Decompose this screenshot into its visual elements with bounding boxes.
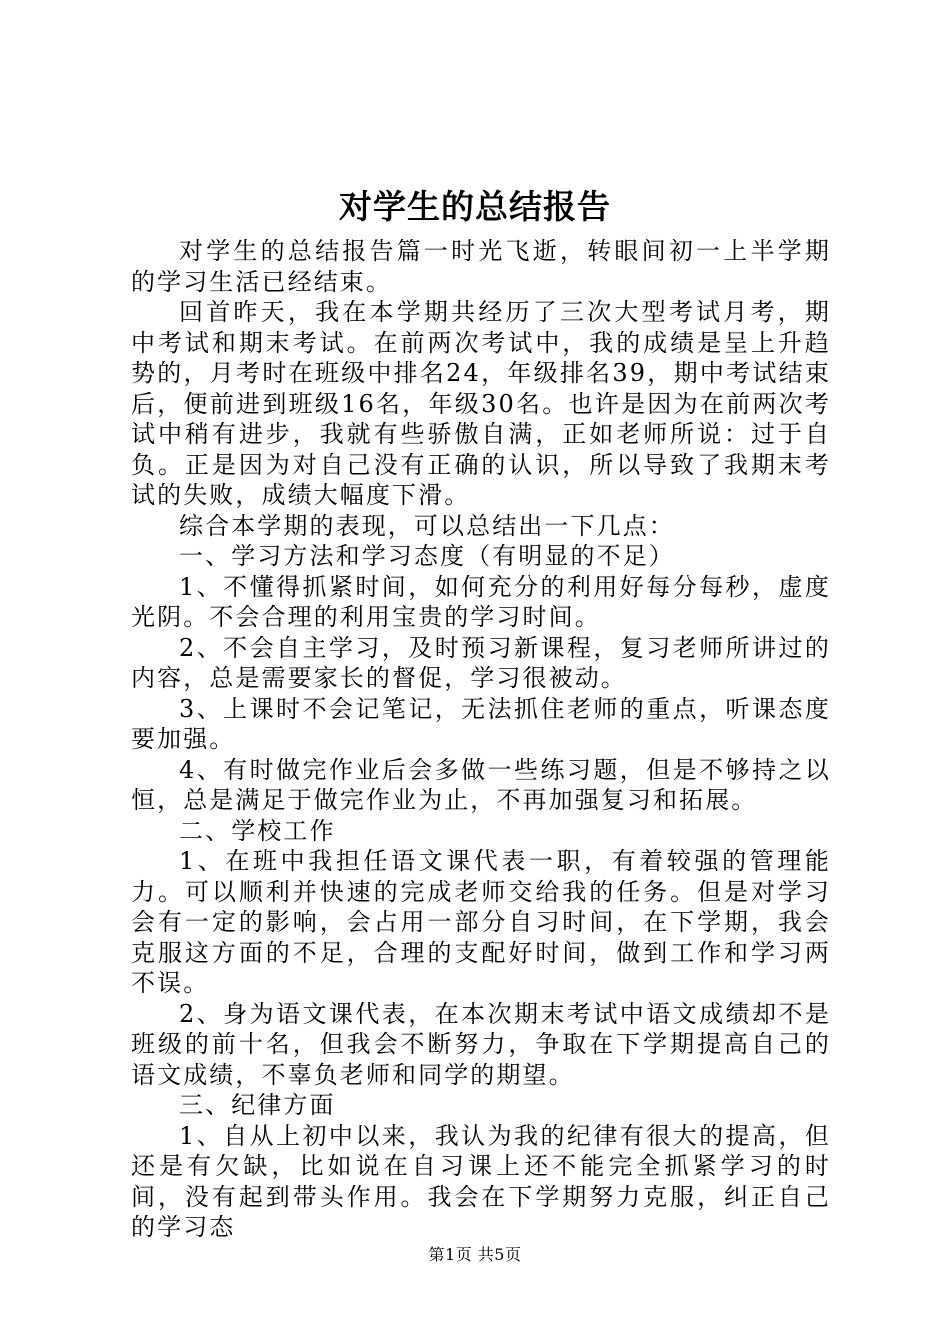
paragraph: 2、不会自主学习，及时预习新课程，复习老师所讲过的内容，总是需要家长的督促，学习很被动。	[131, 633, 831, 692]
paragraph: 回首昨天，我在本学期共经历了三次大型考试月考，期中考试和期末考试。在前两次考试中，我的成绩是呈上升趋势的，月考时在班级中排名24，年级排名39，期中考试结束后，便前进到班级16名，年级30名。也许是因为在前两次考试中稍有进步，我就有些骄傲自满，正如老师所说：过于自负。正是因为对自己没有正确的认识，所以导致了我期末考试的失败，成绩大幅度下滑。	[131, 298, 831, 509]
section-heading: 二、学校工作	[179, 816, 336, 845]
section-heading: 三、纪律方面	[179, 1091, 336, 1119]
paragraph: 1、自从上初中以来，我认为我的纪律有很大的提高，但还是有欠缺，比如说在自习课上还不能完全抓紧学习的时间，没有起到带头作用。我会在下学期努力克服，纠正自己的学习态	[131, 1121, 831, 1241]
paragraph: 1、不懂得抓紧时间，如何充分的利用好每分每秒，虚度光阴。不会合理的利用宝贵的学习时间。	[131, 572, 831, 631]
paragraph: 1、在班中我担任语文课代表一职，有着较强的管理能力。可以顺利并快速的完成老师交给我的任务。但是对学习会有一定的影响，会占用一部分自习时间，在下学期，我会克服这方面的不足，合理的支配好时间，做到工作和学习两不误。	[131, 847, 831, 997]
paragraph: 对学生的总结报告篇一时光飞逝，转眼间初一上半学期的学习生活已经结束。	[131, 237, 831, 296]
paragraph: 综合本学期的表现，可以总结出一下几点：	[179, 511, 675, 540]
paragraph: 4、有时做完作业后会多做一些练习题，但是不够持之以恒，总是满足于做完作业为止，不再加强复习和拓展。	[131, 755, 831, 814]
paragraph: 2、身为语文课代表，在本次期末考试中语文成绩却不是班级的前十名，但我会不断努力，争取在下学期提高自己的语文成绩，不辜负老师和同学的期望。	[131, 999, 831, 1089]
page-footer: 第1页 共5页	[428, 1245, 522, 1264]
document-body	[131, 236, 831, 1243]
section-heading: 一、学习方法和学习态度（有明显的不足）	[179, 542, 675, 570]
paragraph: 3、上课时不会记笔记，无法抓住老师的重点，听课态度要加强。	[131, 694, 831, 753]
document-title: 对学生的总结报告	[339, 187, 611, 226]
